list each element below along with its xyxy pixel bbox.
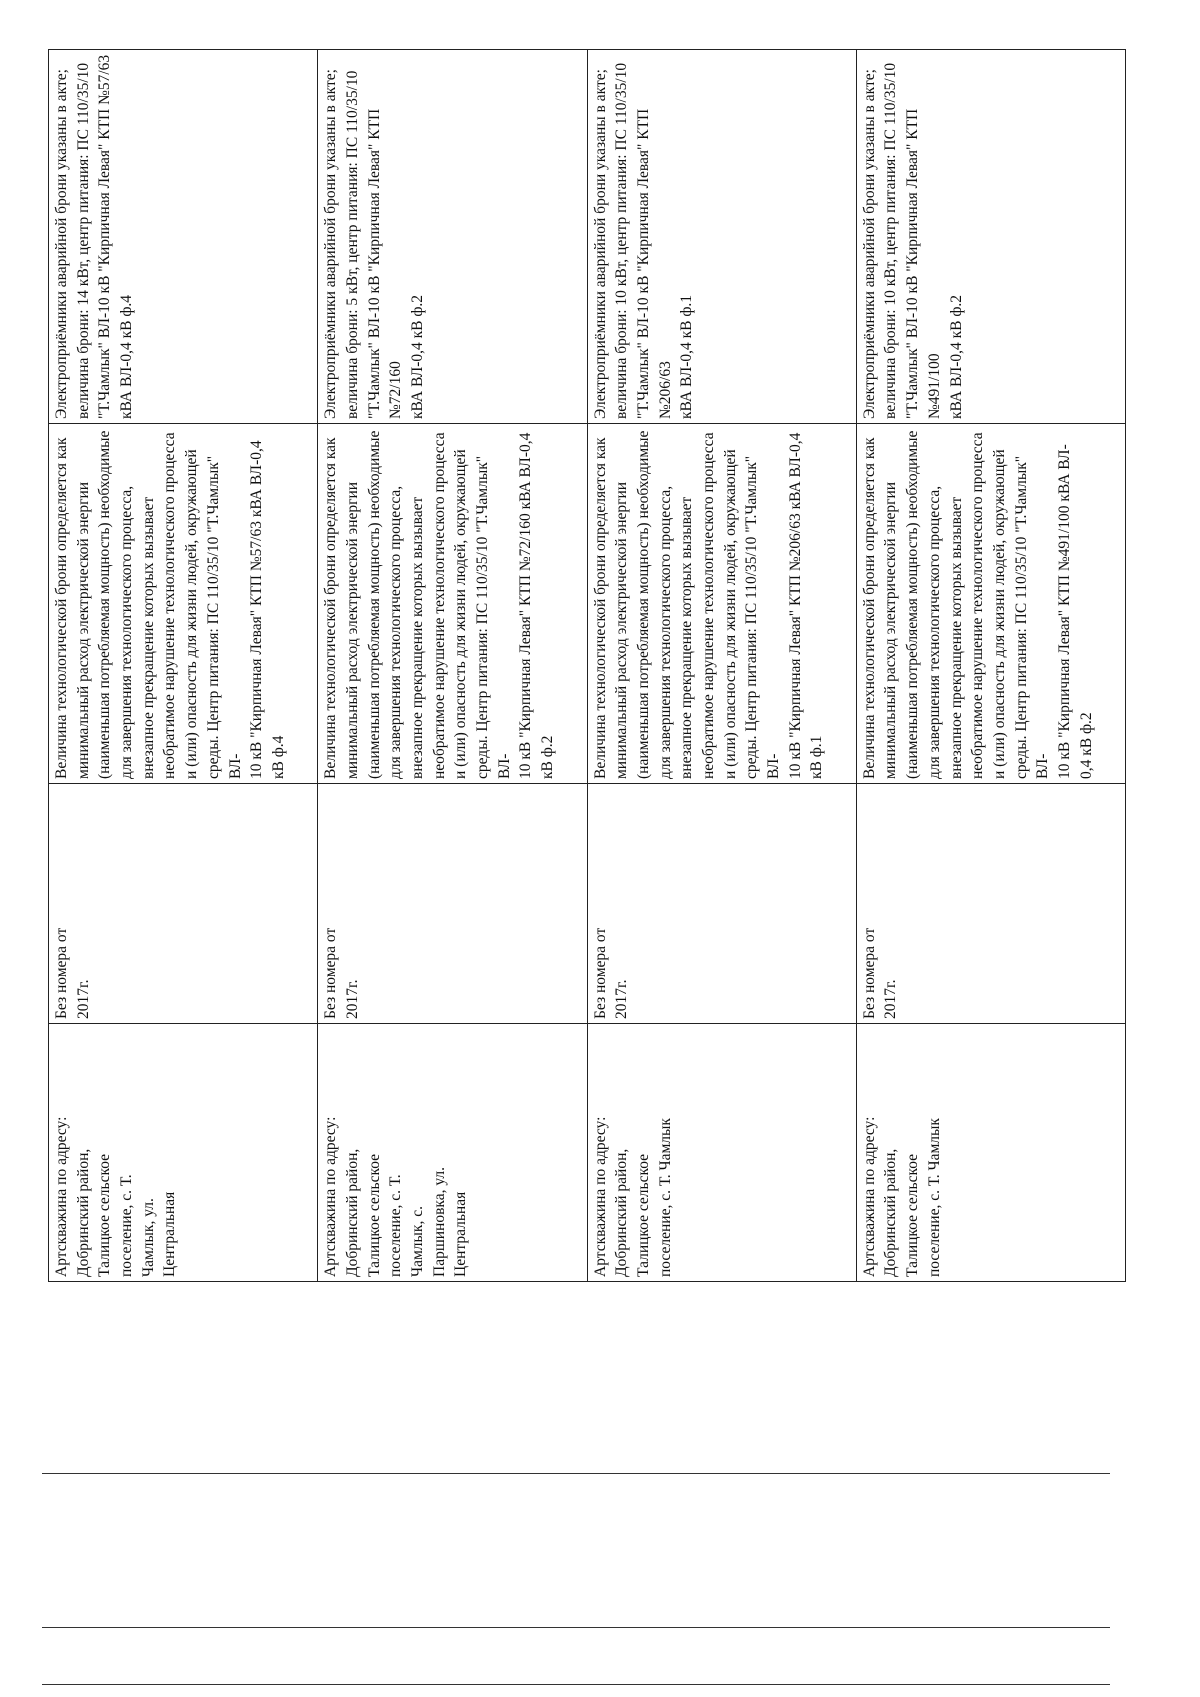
act-cell bbox=[49, 784, 318, 1024]
tech-reserve-text: Величина технологической брони определяется как минимальный расход электрической энергии (наименьшая потребляемая мощность) необходимые для завершения технологического процесса, внезапное прекращение которых вызывает необратимое нарушение технологического процесса и (или) опасность для жизни людей, окружающей среды. Центр питания: ПС 110/35/10 "Т.Чамлык" ВЛ- 10 кВ "Кирпичная Левая" КТП №72/160 кВА ВЛ-0,4 кВ ф.2 bbox=[322, 430, 557, 779]
tech-reserve-cell bbox=[318, 424, 587, 784]
emergency-reserve-cell bbox=[318, 50, 587, 424]
act-text: Без номера от 2017г. bbox=[591, 927, 631, 1019]
reserve-table bbox=[48, 49, 1126, 1282]
act-cell bbox=[318, 784, 587, 1024]
table-row bbox=[49, 50, 318, 1282]
emergency-reserve-text: Электроприёмники аварийной брони указаны в акте; величина брони: 14 кВт, центр питания: ПС 110/35/10 "Т.Чамлык" ВЛ-10 кВ "Кирпичная Левая" КТП №57/63 кВА ВЛ-0,4 кВ ф.4 bbox=[53, 54, 136, 419]
rotated-table-wrapper bbox=[48, 50, 1126, 1282]
act-cell bbox=[587, 784, 856, 1024]
tech-reserve-cell bbox=[856, 424, 1125, 784]
tech-reserve-text: Величина технологической брони определяется как минимальный расход электрической энергии (наименьшая потребляемая мощность) необходимые для завершения технологического процесса, внезапное прекращение которых вызывает необратимое нарушение технологического процесса и (или) опасность для жизни людей, окружающей среды. Центр питания: ПС 110/35/10 "Т.Чамлык" ВЛ- 10 кВ "Кирпичная Левая" КТП №206/63 кВА ВЛ-0,4 кВ ф.1 bbox=[591, 430, 826, 779]
signature-line bbox=[42, 1473, 1110, 1474]
tech-reserve-text: Величина технологической брони определяется как минимальный расход электрической энергии (наименьшая потребляемая мощность) необходимые для завершения технологического процесса, внезапное прекращение которых вызывает необратимое нарушение технологического процесса и (или) опасность для жизни людей, окружающей среды. Центр питания: ПС 110/35/10 "Т.Чамлык" ВЛ- 10 кВ "Кирпичная Левая" КТП №491/100 кВА ВЛ- 0,4 кВ ф.2 bbox=[860, 430, 1095, 779]
table-row bbox=[318, 50, 587, 1282]
tech-reserve-cell bbox=[587, 424, 856, 784]
address-cell bbox=[49, 1024, 318, 1282]
table-row bbox=[856, 50, 1125, 1282]
address-text: Артскважина по адресу: Добринский район, Талицкое сельское поселение, с. Т. Чамлык bbox=[860, 1116, 943, 1277]
act-cell bbox=[856, 784, 1125, 1024]
emergency-reserve-text: Электроприёмники аварийной брони указаны в акте; величина брони: 10 кВт, центр питания: ПС 110/35/10 "Т.Чамлык" ВЛ-10 кВ "Кирпичная Левая" КТП №491/100 кВА ВЛ-0,4 кВ ф.2 bbox=[860, 62, 965, 419]
table-row bbox=[587, 50, 856, 1282]
act-text: Без номера от 2017г. bbox=[860, 927, 900, 1019]
emergency-reserve-cell bbox=[856, 50, 1125, 424]
act-text: Без номера от 2017г. bbox=[322, 927, 361, 1019]
emergency-reserve-cell bbox=[587, 50, 856, 424]
address-text: Артскважина по адресу: Добринский район, Талицкое сельское поселение, с. Т. Чамлык, ул. Центральная bbox=[53, 1116, 179, 1277]
address-cell bbox=[856, 1024, 1125, 1282]
emergency-reserve-text: Электроприёмники аварийной брони указаны в акте; величина брони: 10 кВт, центр питания: ПС 110/35/10 "Т.Чамлык" ВЛ-10 кВ "Кирпичная Левая" КТП №206/63 кВА ВЛ-0,4 кВ ф.1 bbox=[591, 62, 696, 419]
address-text: Артскважина по адресу: Добринский район, Талицкое сельское поселение, с. Т. Чамлык bbox=[591, 1116, 674, 1277]
address-text: Артскважина по адресу: Добринский район, Талицкое сельское поселение, с. Т. Чамлык, с. Паршиновка, ул. Центральная bbox=[322, 1116, 470, 1277]
address-cell bbox=[587, 1024, 856, 1282]
tech-reserve-cell bbox=[49, 424, 318, 784]
tech-reserve-text: Величина технологической брони определяется как минимальный расход электрической энергии (наименьшая потребляемая мощность) необходимые для завершения технологического процесса, внезапное прекращение которых вызывает необратимое нарушение технологического процесса и (или) опасность для жизни людей, окружающей среды. Центр питания: ПС 110/35/10 "Т.Чамлык" ВЛ- 10 кВ "Кирпичная Левая" КТП №57/63 кВА ВЛ-0,4 кВ ф.4 bbox=[53, 430, 287, 779]
emergency-reserve-text: Электроприёмники аварийной брони указаны в акте; величина брони: 5 кВт, центр питания: ПС 110/35/10 "Т.Чамлык" ВЛ-10 кВ "Кирпичная Левая" КТП №72/160 кВА ВЛ-0,4 кВ ф.2 bbox=[322, 69, 426, 419]
address-cell bbox=[318, 1024, 587, 1282]
signature-line bbox=[42, 1627, 1110, 1628]
act-text: Без номера от 2017г. bbox=[53, 927, 92, 1019]
emergency-reserve-cell bbox=[49, 50, 318, 424]
signature-line bbox=[42, 1684, 1110, 1685]
